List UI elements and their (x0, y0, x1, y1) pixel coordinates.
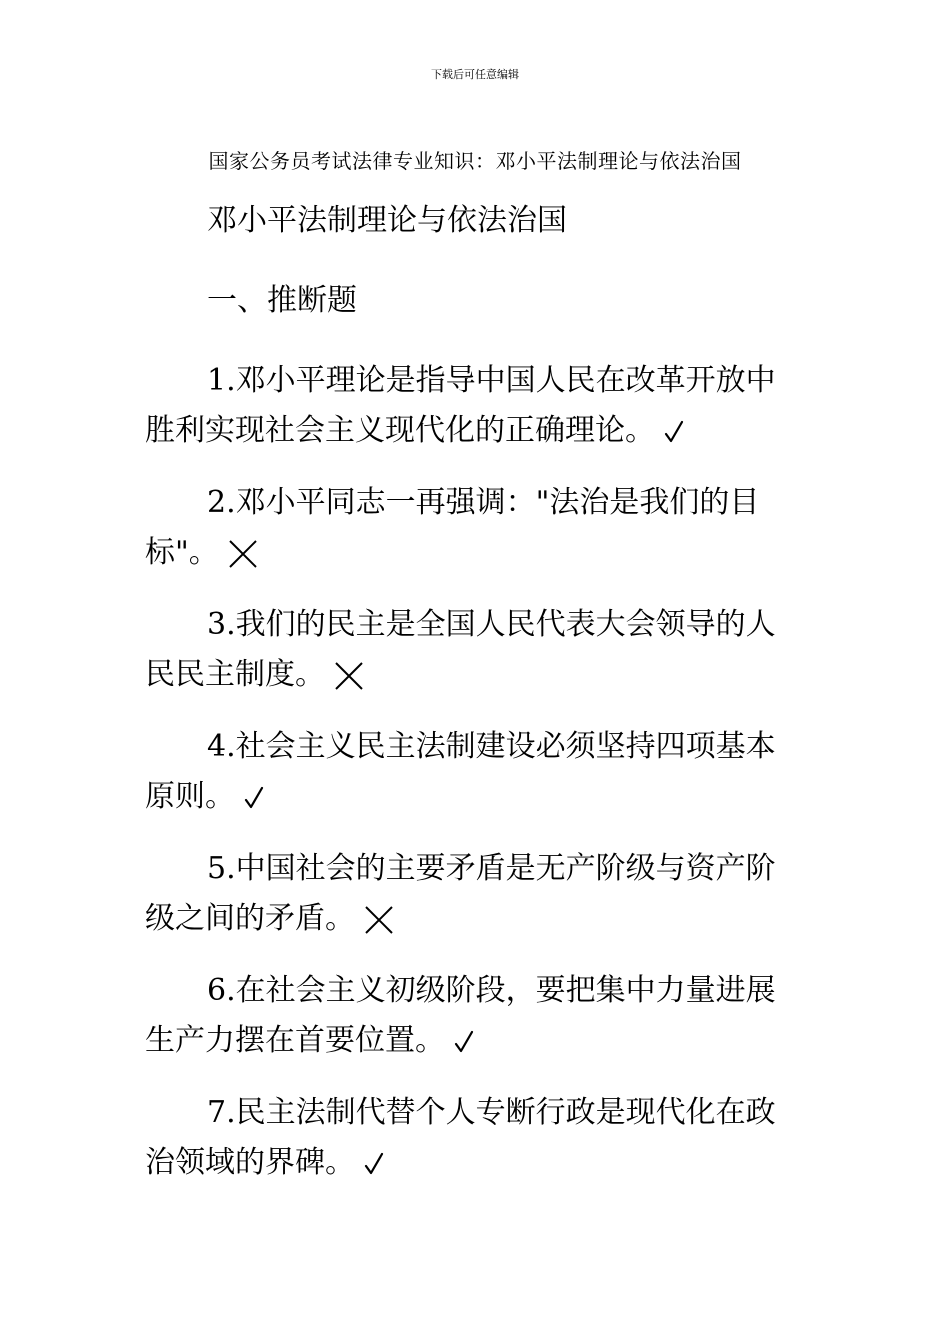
question-item-3 (145, 600, 795, 700)
header-note: 下载后可任意编辑 (431, 68, 519, 81)
check-icon (363, 1151, 385, 1177)
document-title: 国家公务员考试法律专业知识：邓小平法制理论与依法治国 (208, 149, 742, 173)
check-icon (243, 785, 265, 811)
section-title: 邓小平法制理论与依法治国 (207, 203, 567, 238)
cross-icon (333, 660, 365, 692)
cross-icon (227, 538, 259, 570)
question-item-5 (145, 844, 795, 944)
question-item-6 (145, 966, 795, 1066)
document-body (145, 196, 795, 1210)
question-item-4 (145, 722, 795, 822)
question-text: 6.在社会主义初级阶段，要把集中力量进展生产力摆在首要位置。 (145, 973, 776, 1058)
cross-icon (363, 904, 395, 936)
question-text: 3.我们的民主是全国人民代表大会领导的人民民主制度。 (145, 607, 776, 692)
subsection-title: 一、推断题 (207, 283, 357, 318)
question-text: 1.邓小平理论是指导中国人民在改革开放中胜利实现社会主义现代化的正确理论。 (145, 363, 776, 448)
question-item-7 (145, 1088, 795, 1188)
check-icon (663, 419, 685, 445)
question-text: 2.邓小平同志一再强调："法治是我们的目标"。 (145, 485, 760, 570)
question-text: 4.社会主义民主法制建设必须坚持四项基本原则。 (145, 729, 776, 814)
question-item-2 (145, 478, 795, 578)
question-text: 5.中国社会的主要矛盾是无产阶级与资产阶级之间的矛盾。 (145, 851, 776, 936)
check-icon (453, 1029, 475, 1055)
question-item-1 (145, 356, 795, 456)
question-text: 7.民主法制代替个人专断行政是现代化在政治领域的界碑。 (145, 1095, 776, 1180)
